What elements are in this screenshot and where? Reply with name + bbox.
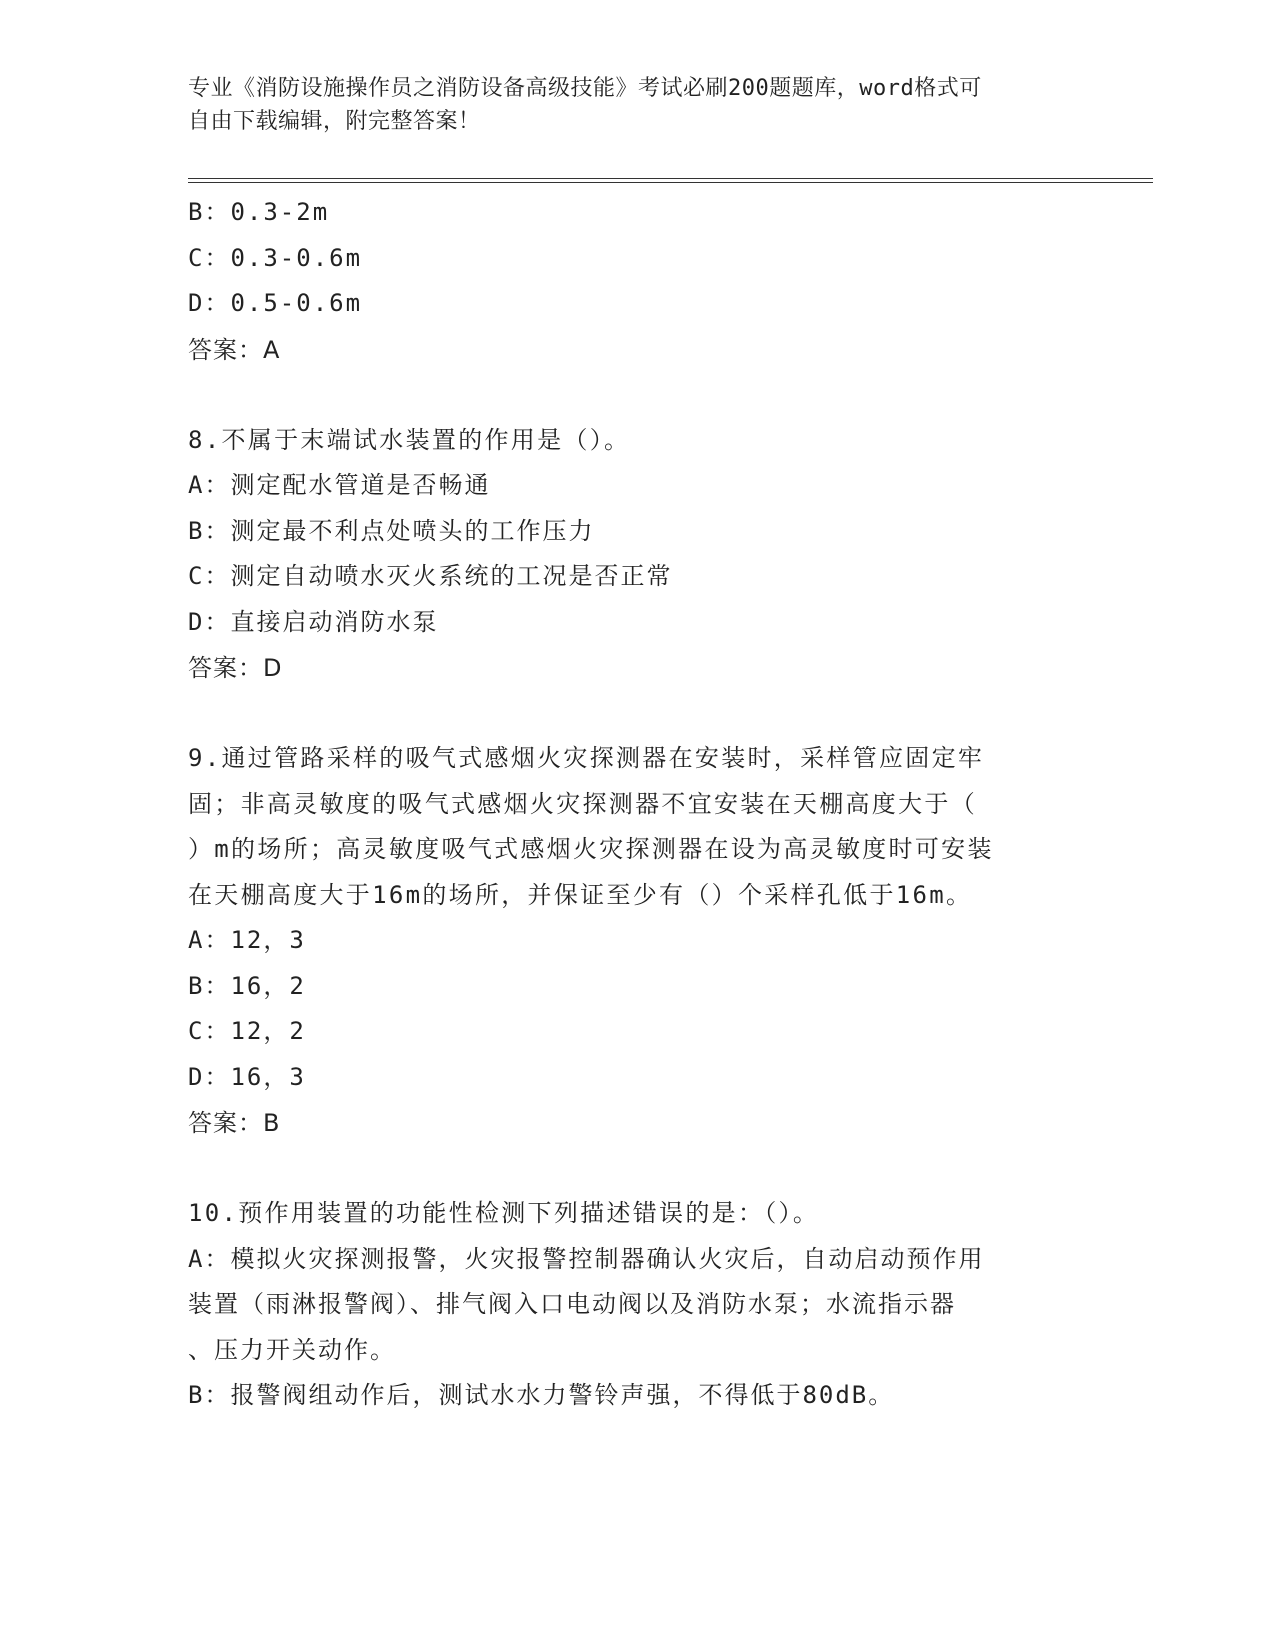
option-c: C：测定自动喷水灭火系统的工况是否正常 [188,562,673,590]
question-stem: 8.不属于末端试水装置的作用是（）。 [188,425,631,454]
spacer [188,373,1088,418]
answer-label: 答案：A [188,335,281,364]
header-title-line-1: 专业《消防设施操作员之消防设备高级技能》考试必刷200题题库，word格式可 [188,76,982,101]
answer-label: 答案：D [188,654,283,682]
answer-label: 答案：B [188,1109,281,1137]
option-b: B：测定最不利点处喷头的工作压力 [188,516,595,545]
option-b: B：16，2 [188,971,306,1000]
option-a-continued: 装置（雨淋报警阀）、排气阀入口电动阀以及消防水泵；水流指示器 [188,1290,956,1318]
spacer [188,691,1088,736]
option-d: D：0.5-0.6m [188,289,363,317]
question-block-8 [188,418,1088,692]
option-b: B：0.3-2m [188,198,330,226]
header-divider [188,178,1153,183]
question-stem-line: 固；非高灵敏度的吸气式感烟火灾探测器不宜安装在天棚高度大于（ [188,789,977,818]
option-b: B：报警阀组动作后，测试水水力警铃声强，不得低于80dB。 [188,1381,895,1409]
question-block-7 [188,190,1088,373]
option-a: A：模拟火灾探测报警，火灾报警控制器确认火灾后，自动启动预作用 [188,1244,985,1273]
option-d: D：16，3 [188,1062,306,1091]
page-header [188,72,1088,138]
question-block-10 [188,1191,1088,1419]
question-content [188,190,1088,1419]
spacer [188,1146,1088,1191]
question-stem: 10.预作用装置的功能性检测下列描述错误的是：（）。 [188,1199,820,1227]
option-c: C：12，2 [188,1017,306,1045]
question-block-9 [188,736,1088,1146]
option-d: D：直接启动消防水泵 [188,607,439,636]
option-a: A：测定配水管道是否畅通 [188,471,491,499]
header-title-line-2: 自由下载编辑，附完整答案！ [188,109,481,134]
question-stem-line: ）m的场所；高灵敏度吸气式感烟火灾探测器在设为高灵敏度时可安装 [188,835,994,863]
option-a-continued: 、压力开关动作。 [188,1335,396,1364]
option-a: A：12，3 [188,926,306,954]
question-stem-line: 在天棚高度大于16m的场所，并保证至少有（）个采样孔低于16m。 [188,880,973,909]
question-stem-line: 9.通过管路采样的吸气式感烟火灾探测器在安装时，采样管应固定牢 [188,744,985,772]
option-c: C：0.3-0.6m [188,243,363,272]
